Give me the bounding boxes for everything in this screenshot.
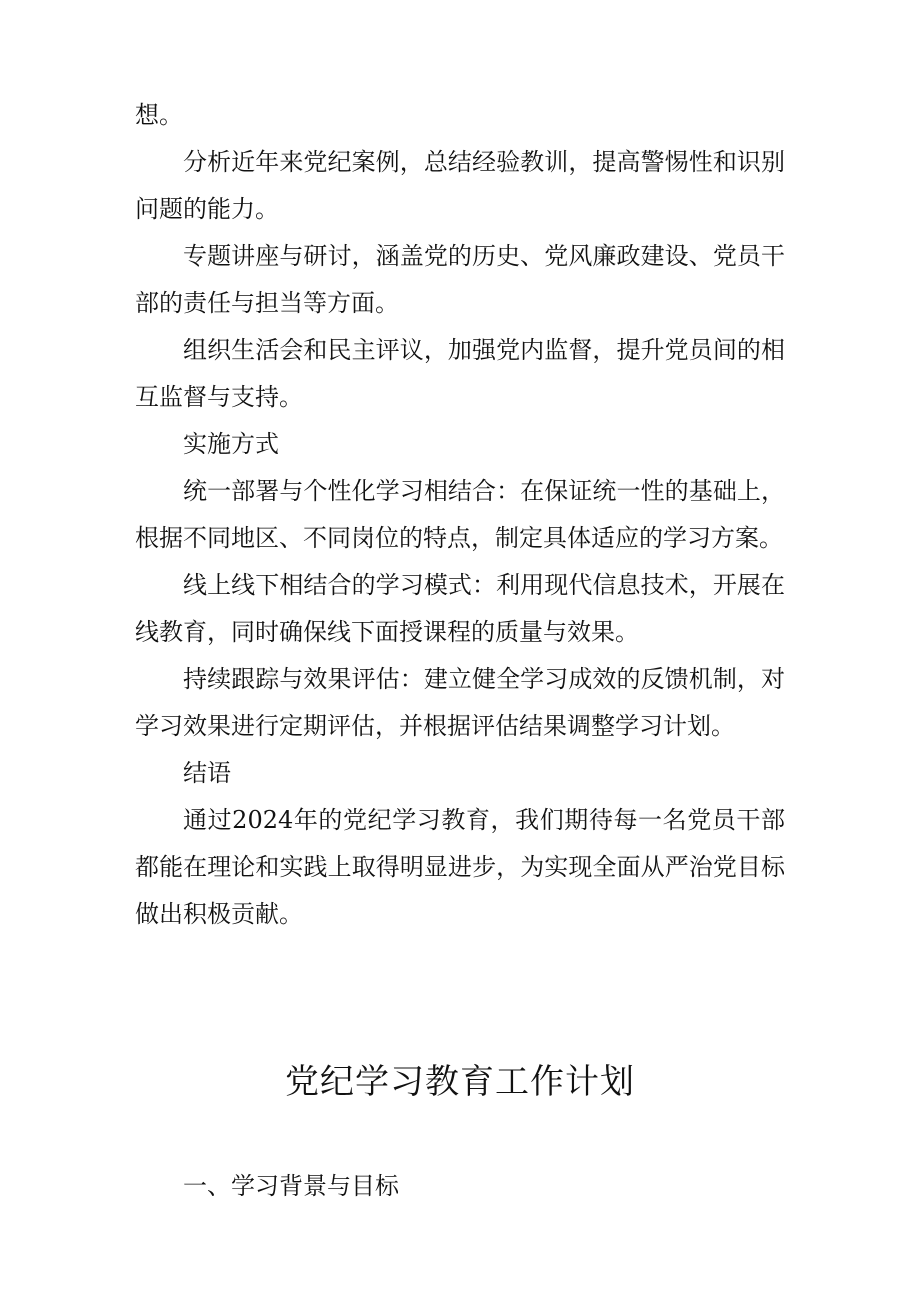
paragraph-continuation: 想。 [135,101,183,129]
document-title: 党纪学习教育工作计划 [285,1062,635,1102]
paragraph-unified-deployment: 统一部署与个性化学习相结合：在保证统一性的基础上，根据不同地区、不同岗位的特点，制定具体适应的学习方案。 [135,477,785,552]
paragraph-organization-life: 组织生活会和民主评议，加强党内监督，提升党员间的相互监督与支持。 [135,336,785,411]
paragraph-tracking-evaluation: 持续跟踪与效果评估：建立健全学习成效的反馈机制，对学习效果进行定期评估，并根据评估结果调整学习计划。 [135,665,785,740]
paragraph-conclusion: 通过2024年的党纪学习教育，我们期待每一名党员干部都能在理论和实践上取得明显进步，为实现全面从严治党目标做出积极贡献。 [135,806,785,928]
heading-implementation: 实施方式 [183,430,279,458]
paragraph-case-analysis: 分析近年来党纪案例，总结经验教训，提高警惕性和识别问题的能力。 [135,148,785,223]
document-body [135,92,785,938]
heading-conclusion: 结语 [183,759,231,787]
paragraph-lectures: 专题讲座与研讨，涵盖党的历史、党风廉政建设、党员干部的责任与担当等方面。 [135,242,785,317]
section-heading: 一、学习背景与目标 [183,1172,399,1200]
paragraph-online-offline: 线上线下相结合的学习模式：利用现代信息技术，开展在线教育，同时确保线下面授课程的质量与效果。 [135,571,785,646]
